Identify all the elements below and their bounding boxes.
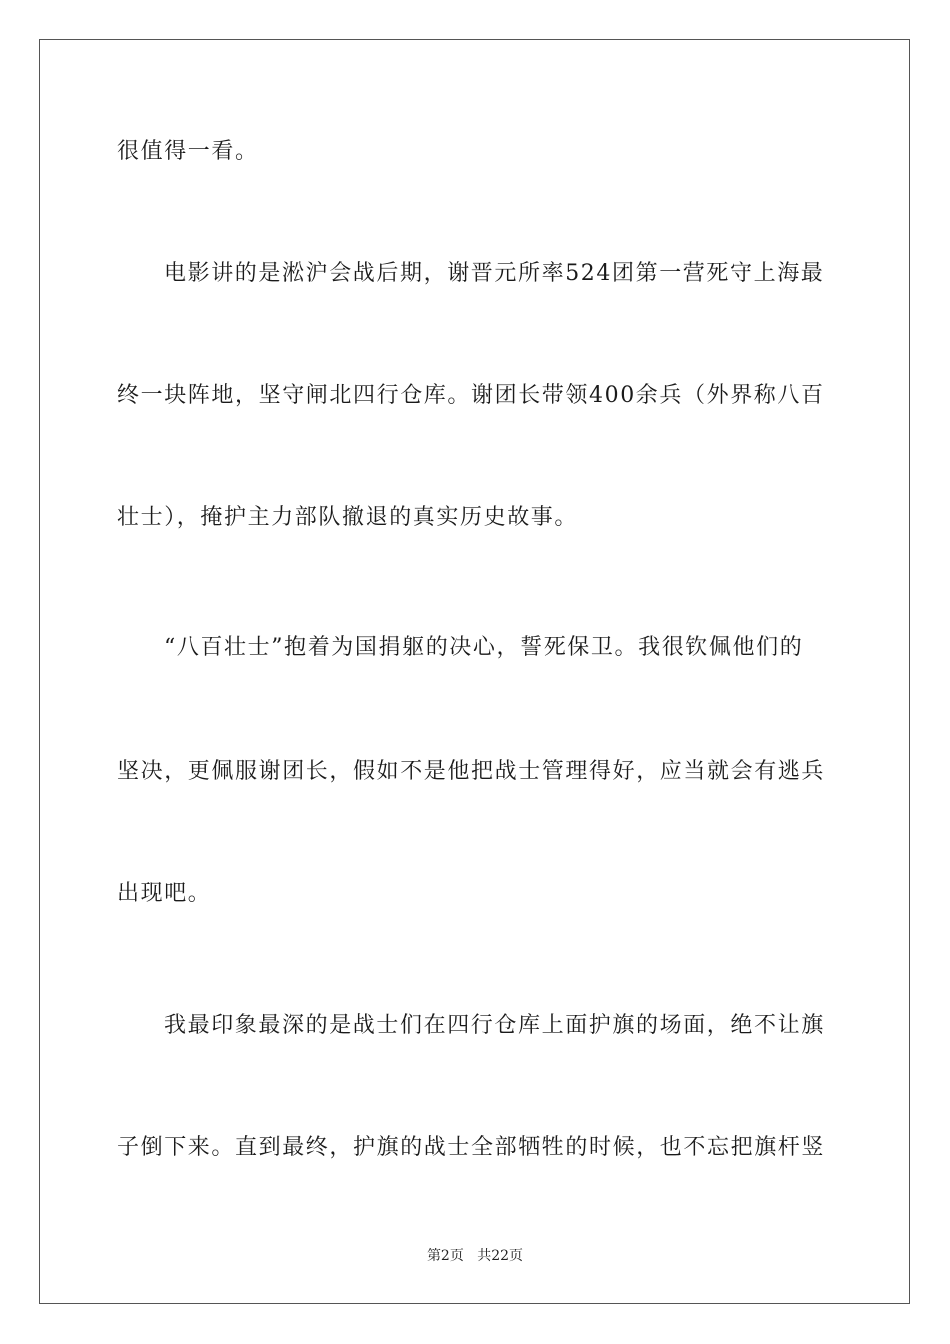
text-line-7: 出现吧。	[117, 881, 212, 906]
text-line-8: 我最印象最深的是战士们在四行仓库上面护旗的场面，绝不让旗	[164, 1013, 825, 1038]
text-line-6: 坚决，更佩服谢团长，假如不是他把战士管理得好，应当就会有逃兵	[117, 759, 826, 784]
text-line-2: 电影讲的是淞沪会战后期，谢晋元所率524团第一营死守上海最	[164, 261, 825, 286]
page-footer	[0, 1247, 950, 1265]
page-number: 第2页	[426, 1248, 464, 1264]
text-line-1: 很值得一看。	[117, 139, 259, 164]
text-line-5: “八百壮士”抱着为国捐躯的决心，誓死保卫。我很钦佩他们的	[164, 635, 804, 660]
text-line-9: 子倒下来。直到最终，护旗的战士全部牺牲的时候，也不忘把旗杆竖	[117, 1135, 826, 1160]
page-total: 共22页	[477, 1248, 524, 1264]
page-frame	[39, 39, 910, 1304]
text-line-3: 终一块阵地，坚守闸北四行仓库。谢团长带领400余兵（外界称八百	[117, 383, 825, 408]
text-line-4: 壮士），掩护主力部队撤退的真实历史故事。	[117, 505, 579, 530]
